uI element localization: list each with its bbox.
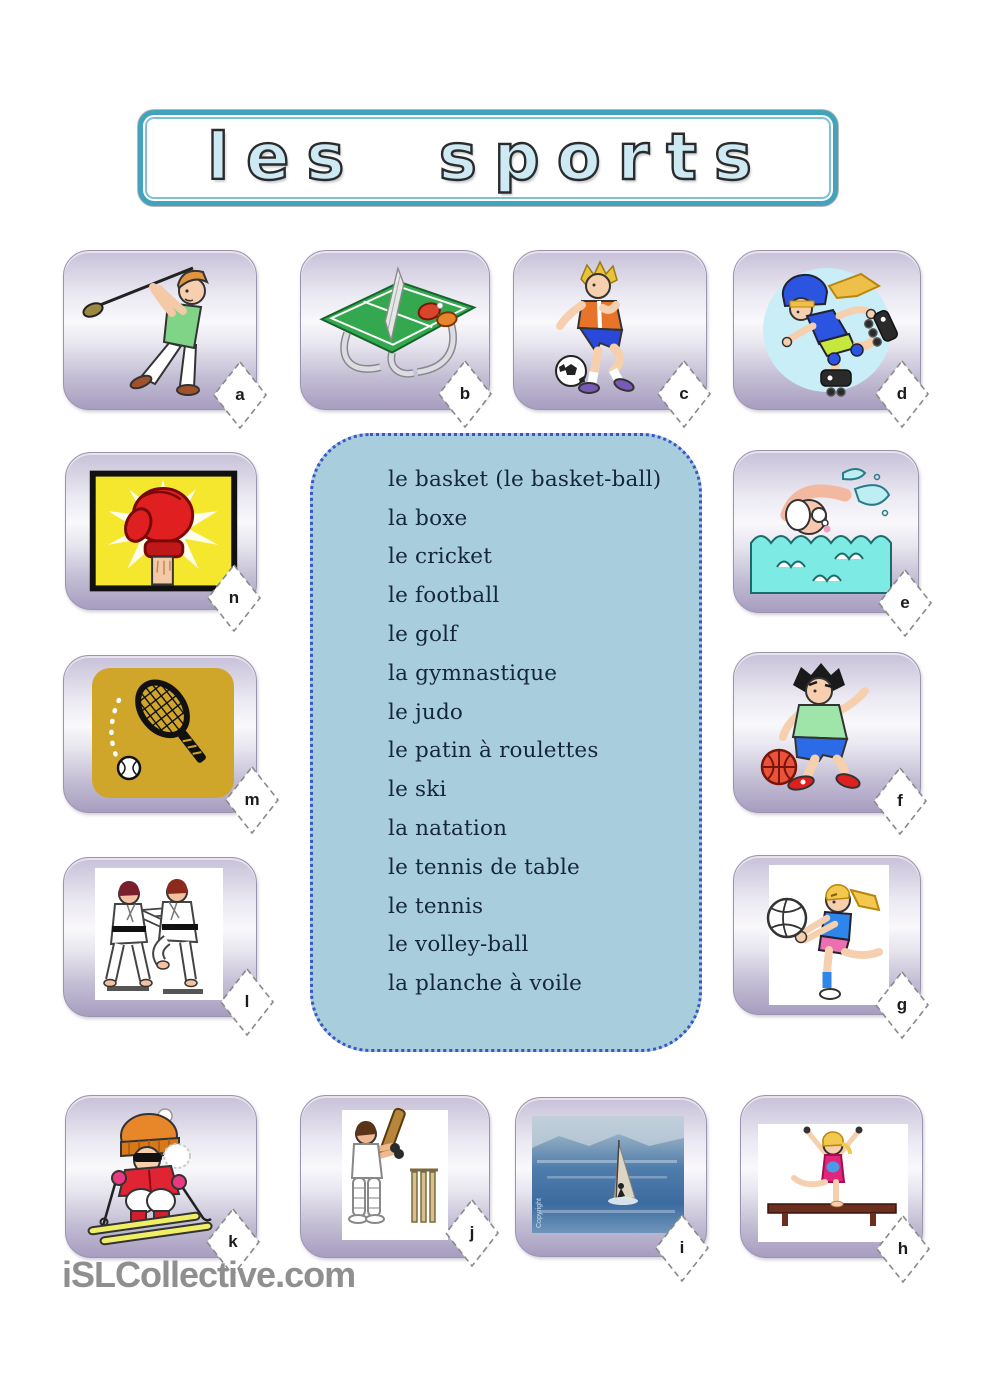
- label-diamond-swimming: [877, 568, 933, 638]
- card-letter: k: [228, 1232, 238, 1251]
- card-letter: d: [896, 384, 908, 403]
- card-letter: m: [244, 790, 260, 809]
- label-diamond-golf: [212, 360, 268, 430]
- word-item: le basket (le basket-ball): [388, 466, 662, 492]
- label-diamond-cricket: [444, 1198, 500, 1268]
- label-diamond-roller-skating: [874, 359, 930, 429]
- card-letter: h: [897, 1239, 909, 1258]
- card-letter: j: [469, 1223, 475, 1242]
- label-diamond-football: [656, 359, 712, 429]
- word-item: la gymnastique: [388, 660, 558, 686]
- card-letter: c: [679, 384, 689, 403]
- word-item: le volley-ball: [388, 932, 529, 958]
- word-item: la planche à voile: [388, 971, 583, 997]
- card-letter: b: [459, 384, 471, 403]
- word-item: le patin à roulettes: [388, 738, 599, 764]
- word-item: le tennis de table: [388, 854, 580, 880]
- photo-credit-text: Copyright: [536, 1198, 543, 1228]
- watermark: iSLCollective.com: [62, 1254, 356, 1295]
- word-item: le cricket: [388, 544, 493, 570]
- label-diamond-gymnastics: [875, 1214, 931, 1284]
- label-diamond-basketball: [872, 766, 928, 836]
- label-diamond-windsurfing: [654, 1213, 710, 1283]
- card-letter: a: [235, 385, 245, 404]
- card-letter: f: [897, 791, 903, 810]
- label-diamond-volleyball: [874, 970, 930, 1040]
- label-diamond-tennis: [224, 765, 280, 835]
- word-item: la natation: [388, 816, 508, 842]
- word-item: la boxe: [388, 505, 468, 531]
- card-letter: e: [900, 593, 910, 612]
- label-diamond-table-tennis: [437, 359, 493, 429]
- label-diamond-judo: [219, 967, 275, 1037]
- title-box: [138, 110, 838, 206]
- card-letter: l: [244, 992, 250, 1011]
- page-title: les sports: [207, 121, 769, 195]
- word-item: le tennis: [388, 893, 484, 919]
- card-letter: g: [896, 995, 908, 1014]
- word-item: le golf: [388, 622, 458, 648]
- word-item: le ski: [388, 777, 447, 803]
- card-letter: i: [679, 1238, 685, 1257]
- word-list-box: [310, 433, 702, 1052]
- label-diamond-boxing: [206, 563, 262, 633]
- word-item: le judo: [388, 699, 464, 725]
- card-letter: n: [228, 588, 240, 607]
- word-item: le football: [388, 583, 500, 609]
